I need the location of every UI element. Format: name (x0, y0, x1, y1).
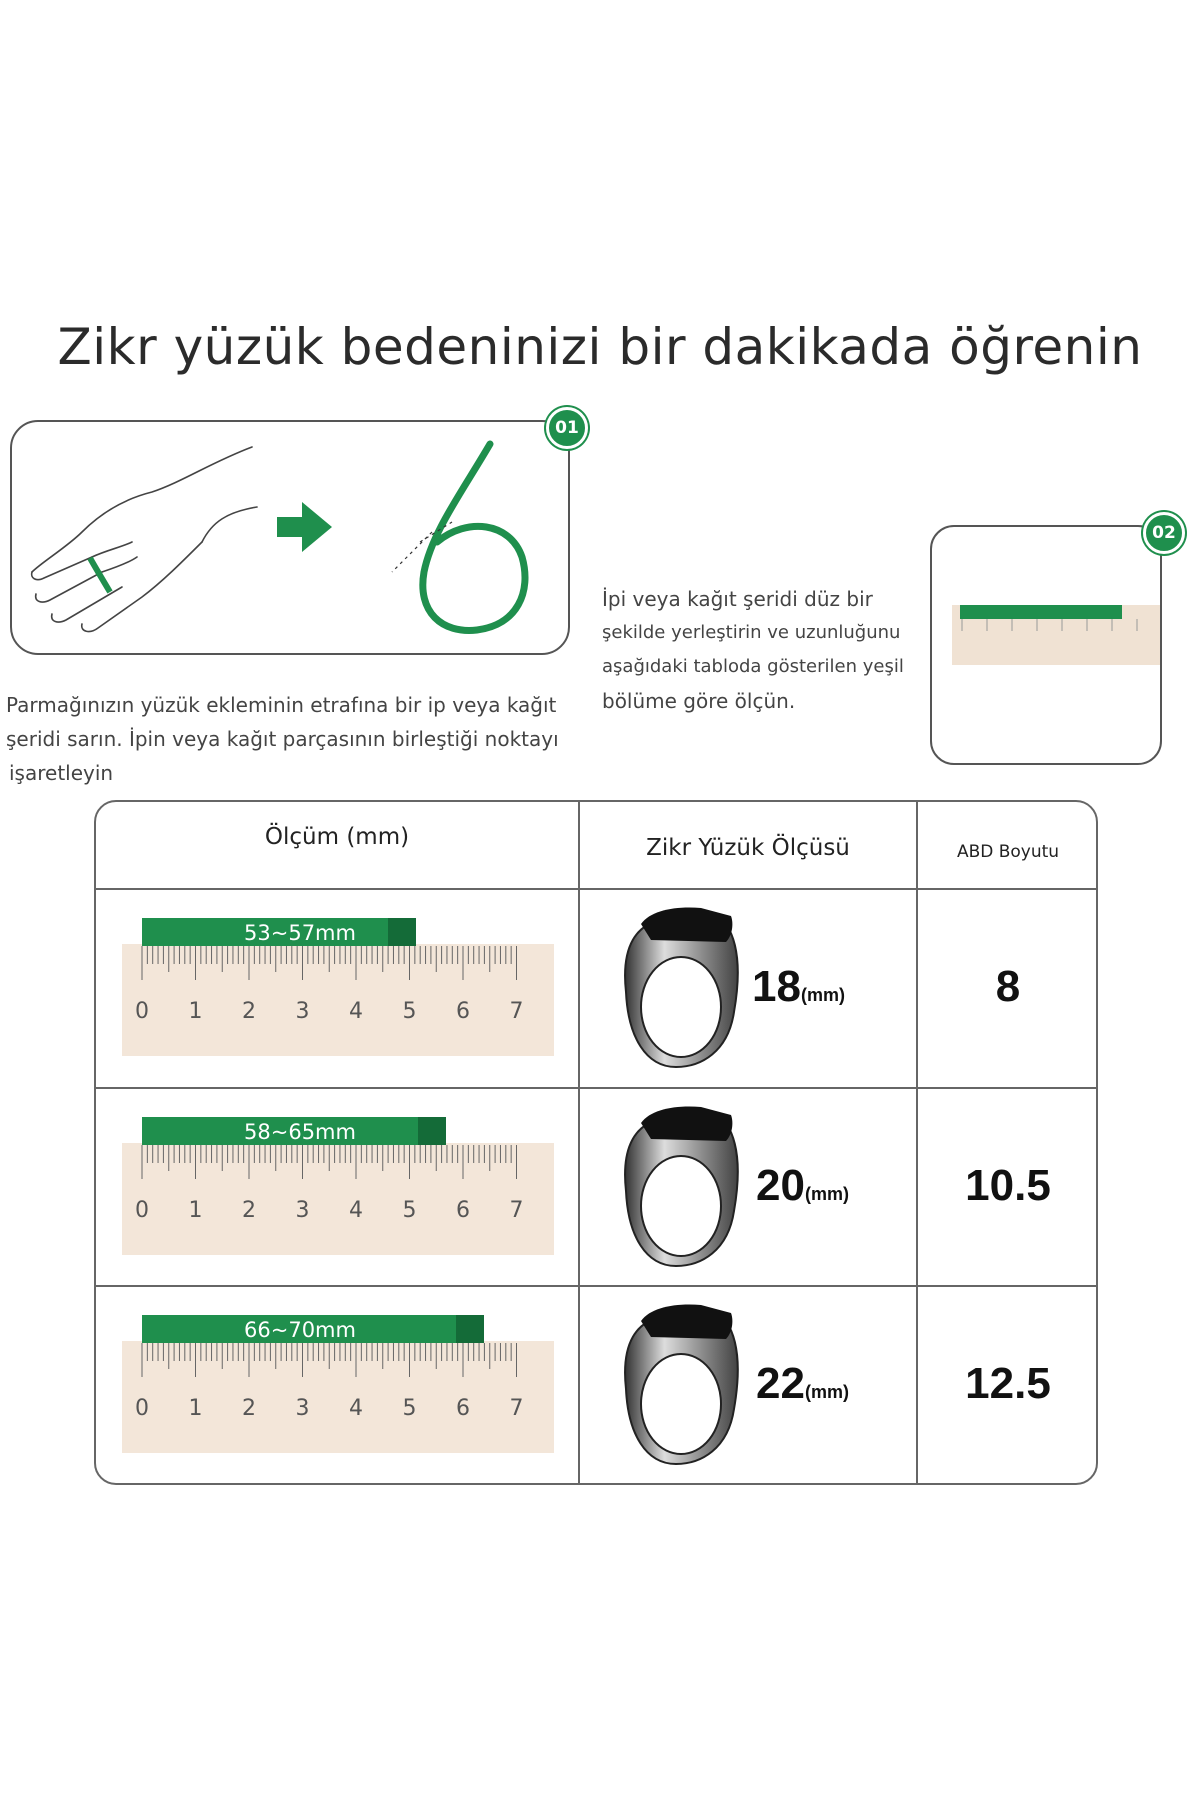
ruler-number: 0 (135, 999, 149, 1024)
measurement-range-label: 58~65mm (244, 1120, 356, 1144)
ruler-number: 2 (242, 999, 256, 1024)
step2-line-1: İpi veya kağıt şeridi düz bir (602, 587, 873, 611)
ruler-number: 7 (509, 1396, 524, 1421)
ruler-number: 3 (295, 1198, 310, 1223)
ring-size-number: 20 (756, 1161, 805, 1210)
ring-size-unit: (mm) (804, 1184, 849, 1204)
step2-illustration-panel (930, 525, 1162, 765)
ruler-number: 5 (402, 1396, 417, 1421)
ruler-number: 4 (349, 999, 363, 1024)
measurement-range-label: 66~70mm (244, 1318, 356, 1342)
measurement-bar-end (456, 1315, 484, 1343)
ruler-number: 6 (456, 1198, 470, 1223)
ruler-illustration (122, 1113, 554, 1263)
us-size-value: 12.5 (965, 1359, 1051, 1408)
ruler-number: 4 (349, 1198, 363, 1223)
ring-size-number: 22 (756, 1359, 805, 1408)
ring-image (606, 1299, 746, 1469)
step1-line-3: işaretleyin (9, 761, 114, 785)
size-chart-table (94, 800, 1098, 1485)
us-size-value: 8 (995, 962, 1021, 1011)
hand-string-illustration (12, 422, 568, 653)
ruler-number: 0 (135, 1198, 149, 1223)
ruler-number: 7 (509, 1198, 524, 1223)
ruler-number: 5 (402, 1198, 417, 1223)
ruler-number: 1 (188, 999, 203, 1024)
ring-image (606, 1101, 746, 1271)
step2-line-2: şekilde yerleştirin ve uzunluğunu (602, 622, 901, 643)
ruler-number: 7 (509, 999, 524, 1024)
step1-illustration-panel (10, 420, 570, 655)
table-divider (96, 1285, 1096, 1287)
ruler-number: 0 (135, 1396, 149, 1421)
step1-badge: 01 (546, 407, 588, 449)
ring-size-value (752, 962, 845, 1012)
measurement-bar-end (418, 1117, 446, 1145)
ring-image (606, 902, 746, 1072)
ruler-number: 6 (456, 999, 470, 1024)
step2-line-4: bölüme göre ölçün. (602, 689, 796, 713)
table-divider (96, 888, 1096, 890)
ring-size-number: 18 (752, 962, 801, 1011)
us-size-value: 10.5 (965, 1161, 1051, 1210)
ruler-number: 5 (402, 999, 417, 1024)
header-measurement: Ölçüm (mm) (264, 824, 410, 850)
step1-line-2: şeridi sarın. İpin veya kağıt parçasının birleştiği noktayı (6, 727, 559, 751)
ruler-number: 3 (295, 1396, 310, 1421)
measurement-range-label: 53~57mm (244, 921, 356, 945)
step2-instructions (602, 582, 922, 718)
table-divider (578, 802, 580, 1483)
ruler-number: 3 (295, 999, 310, 1024)
ruler-number: 4 (349, 1396, 363, 1421)
header-us-size: ABD Boyutu (956, 842, 1060, 862)
ruler-number: 1 (188, 1396, 203, 1421)
ruler-number: 6 (456, 1396, 470, 1421)
ruler-number: 2 (242, 1396, 256, 1421)
step2-badge: 02 (1143, 512, 1185, 554)
mini-ruler-illustration (932, 527, 1160, 763)
step1-instructions (6, 688, 566, 790)
ruler-number: 2 (242, 1198, 256, 1223)
step1-line-1: Parmağınızın yüzük ekleminin etrafına bir ip veya kağıt (6, 693, 557, 717)
table-divider (96, 1087, 1096, 1089)
ruler-number: 1 (188, 1198, 203, 1223)
ruler-illustration (122, 914, 554, 1064)
ruler-body (122, 1341, 554, 1453)
ruler-illustration (122, 1311, 554, 1461)
ring-size-unit: (mm) (800, 985, 845, 1005)
ring-size-value (756, 1359, 849, 1409)
page-title: Zikr yüzük bedeninizi bir dakikada öğrenin (57, 318, 1143, 376)
header-ring-size: Zikr Yüzük Ölçüsü (646, 835, 850, 861)
ruler-body (122, 1143, 554, 1255)
ring-size-value (756, 1161, 849, 1211)
ring-size-unit: (mm) (804, 1382, 849, 1402)
step2-line-3: aşağıdaki tabloda gösterilen yeşil (602, 656, 904, 677)
ruler-body (122, 944, 554, 1056)
measurement-bar-end (388, 918, 416, 946)
